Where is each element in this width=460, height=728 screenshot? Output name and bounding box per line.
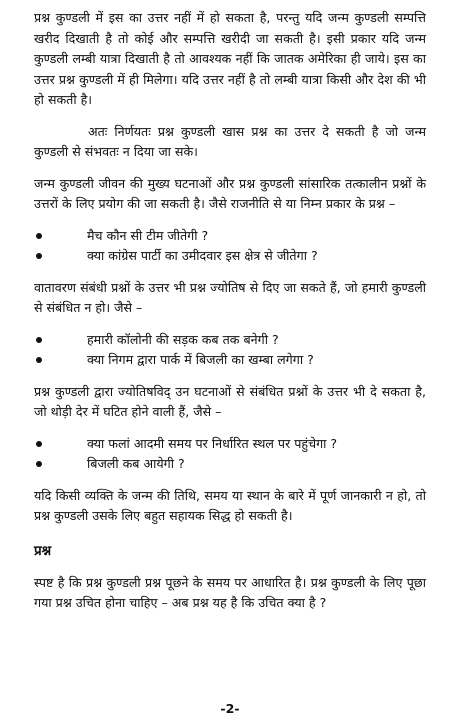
list-item (34, 330, 426, 350)
paragraph-birth-chart-comparison: प्रश्न कुण्डली में इस का उत्तर नहीं में हो सकता है, परन्तु यदि जन्म कुण्डली सम्पत्ति खरीद दिखाती है तो कोई और सम्पत्ति खरीदी जा सकती है। इसी प्रकार यदि जन्म कुण्डली लम्बी यात्रा दिखाती है तो आवश्यक नहीं कि जातक अमेरिका ही जाये। इस का उत्तर प्रश्न कुण्डली में ही मिलेगा। यदि उत्तर नहीं है तो लम्बी यात्रा किसी और देश की भी हो सकती है। (34, 10, 426, 107)
list-item-text: मैच कौन सी टीम जीतेगी ? (87, 227, 209, 243)
paragraph-question-timing: स्पष्ट है कि प्रश्न कुण्डली प्रश्न पूछने के समय पर आधारित है। प्रश्न कुण्डली के लिए पूछा गया प्रश्न उचित होना चाहिए – अब प्रश्न यह है कि उचित क्या है ? (34, 574, 426, 610)
paragraph-short-term-events: प्रश्न कुण्डली द्वारा ज्योतिषविद् उन घटनाओं से संबंधित प्रश्नों के उत्तर भी दे सकता है, जो थोड़ी देर में घटित होने वाली हैं, जैसे – (34, 383, 426, 419)
bullet-list-environment (34, 330, 426, 370)
bullet-icon (36, 337, 42, 343)
paragraph-unknown-birth-data: यदि किसी व्यक्ति के जन्म की तिथि, समय या स्थान के बारे में पूर्ण जानकारी न हो, तो प्रश्न कुण्डली उसके लिए बहुत सहायक सिद्ध हो सकती है। (34, 487, 426, 523)
bullet-icon (36, 357, 42, 363)
paragraph-environment-questions: वातावरण संबंधी प्रश्नों के उत्तर भी प्रश्न ज्योतिष से दिए जा सकते हैं, जो हमारी कुण्डली से संबंधित न हो। जैसे – (34, 279, 426, 315)
bullet-icon (36, 233, 42, 239)
list-item-text: क्या कांग्रेस पार्टी का उमीदवार इस क्षेत्र से जीतेगा ? (87, 247, 318, 263)
list-item (34, 226, 426, 246)
bullet-list-politics (34, 226, 426, 266)
list-item (34, 454, 426, 474)
list-item-text: क्या फलां आदमी समय पर निर्धारित स्थल पर पहुंचेगा ? (87, 435, 338, 451)
list-item-text: हमारी कॉलोनी की सड़क कब तक बनेगी ? (87, 331, 279, 347)
list-item (34, 350, 426, 370)
list-item (34, 434, 426, 454)
list-item-text: क्या निगम द्वारा पार्क में बिजली का खम्बा लगेगा ? (87, 351, 314, 367)
list-item-text: बिजली कब आयेगी ? (87, 455, 185, 471)
page-number: -2- (220, 701, 240, 716)
paragraph-conclusion: अतः निर्णयतः प्रश्न कुण्डली खास प्रश्न का उत्तर दे सकती है जो जन्म कुण्डली से संभवतः न दिया जा सके। (34, 123, 426, 159)
section-heading: प्रश्न (34, 542, 52, 559)
bullet-icon (36, 461, 42, 467)
list-item (34, 246, 426, 266)
bullet-icon (36, 441, 42, 447)
bullet-icon (36, 253, 42, 259)
bullet-list-short-term (34, 434, 426, 474)
paragraph-worldly-questions: जन्म कुण्डली जीवन की मुख्य घटनाओं और प्रश्न कुण्डली सांसारिक तत्कालीन प्रश्नों के उत्तरों के लिए प्रयोग की जा सकती है। जैसे राजनीति से या निम्न प्रकार के प्रश्न – (34, 175, 426, 211)
